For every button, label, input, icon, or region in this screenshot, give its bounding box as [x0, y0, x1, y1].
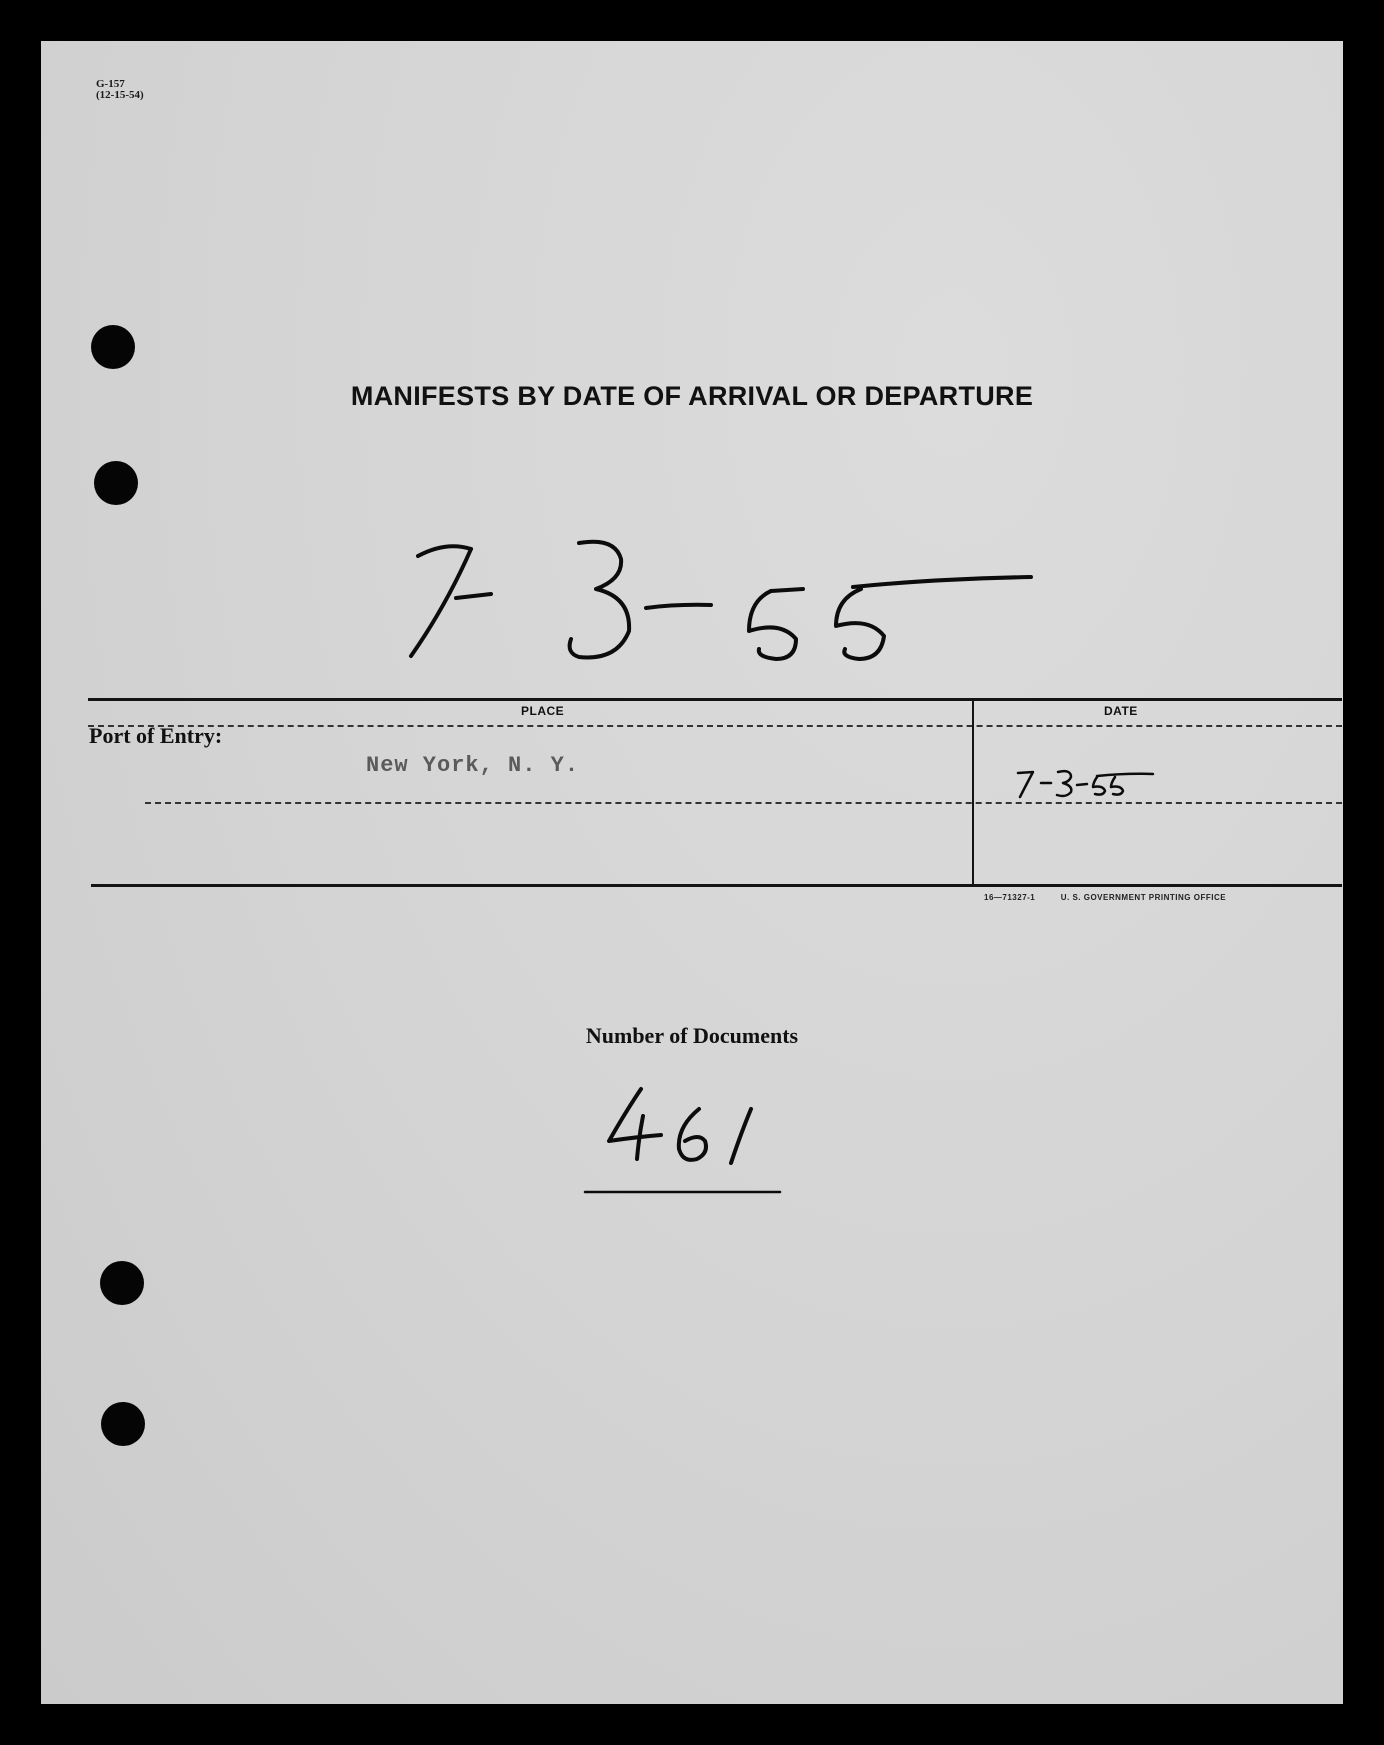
manifest-cover-sheet: [41, 41, 1343, 1704]
header-underline: [88, 725, 1342, 727]
column-divider: [972, 701, 974, 885]
form-number: [96, 79, 144, 101]
punch-hole-4: [101, 1402, 145, 1446]
page-title: MANIFESTS BY DATE OF ARRIVAL OR DEPARTURE: [350, 381, 1034, 411]
place-column-header: PLACE: [521, 704, 565, 718]
date-column-header: DATE: [1104, 704, 1138, 718]
punch-hole-1: [91, 325, 135, 369]
handwritten-document-count: [581, 1071, 821, 1211]
port-of-entry-label: Port of Entry:: [89, 723, 223, 748]
printer-office: U. S. GOVERNMENT PRINTING OFFICE: [1060, 893, 1227, 902]
port-of-entry-value: New York, N. Y.: [366, 753, 580, 778]
punch-hole-2: [94, 461, 138, 505]
form-revision: (12-15-54): [96, 89, 144, 101]
table-bottom-rule: [91, 884, 1342, 887]
printer-number: 16—71327-1: [984, 893, 1036, 902]
handwritten-date-small: [1011, 759, 1171, 809]
form-code: G-157: [96, 78, 125, 90]
printer-imprint: [984, 893, 1226, 902]
number-of-documents-label: Number of Documents: [585, 1023, 799, 1048]
punch-hole-3: [100, 1261, 144, 1305]
table-top-rule: [88, 698, 1342, 701]
handwritten-date-large: [391, 481, 1091, 691]
